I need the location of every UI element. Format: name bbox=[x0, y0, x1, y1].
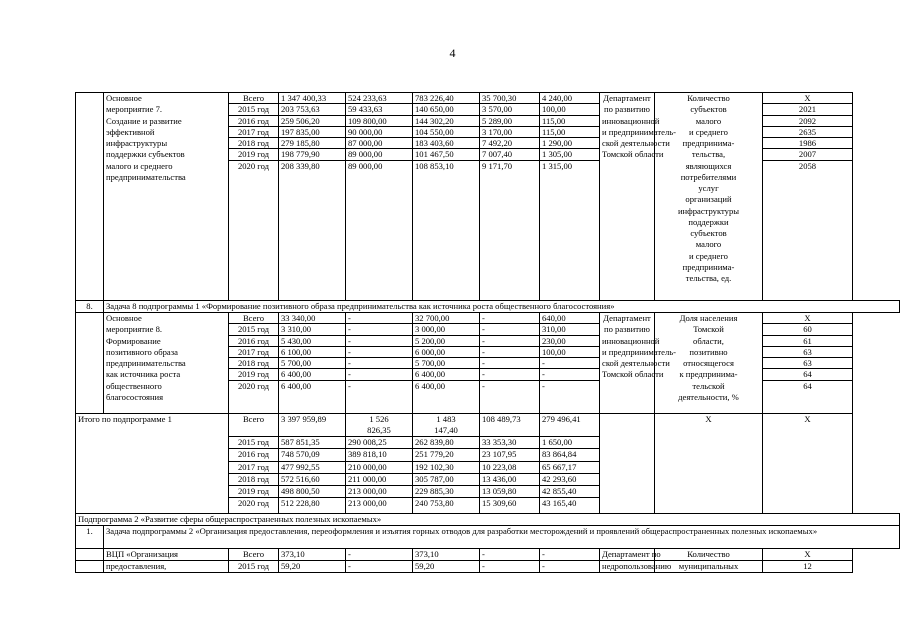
section7-cell: 35 700,30 bbox=[480, 93, 539, 104]
vcp-cell: 373,10 bbox=[279, 549, 346, 561]
section8-value: 61 bbox=[763, 336, 852, 347]
section8-cell: - bbox=[542, 380, 545, 391]
vcp-cell: - bbox=[540, 561, 600, 573]
vcp-cell: - bbox=[480, 549, 540, 561]
vcp-cell: 59,20 bbox=[413, 561, 480, 573]
total1-total-cell: 279 496,41 bbox=[540, 414, 599, 437]
section8-cell: 2018 год bbox=[229, 358, 278, 369]
section8-cell: - bbox=[346, 313, 412, 324]
section8-cell: - bbox=[480, 313, 539, 324]
section7-cell: 2017 год bbox=[229, 127, 278, 138]
total1-department bbox=[600, 414, 655, 514]
section7-department-line: ской деятельности bbox=[602, 138, 670, 148]
total1-total-cell: 3 397 959,89 bbox=[279, 414, 345, 437]
section7-cell: 4 240,00 bbox=[540, 93, 599, 104]
section8-cell: 6 400,00 bbox=[415, 380, 446, 391]
total1-cell: 42 855,40 bbox=[540, 486, 599, 498]
vcp-cell: Всего bbox=[229, 549, 279, 561]
section8-indicator bbox=[655, 313, 763, 414]
section8-cell: - bbox=[346, 369, 412, 380]
section7-cell: 2016 год bbox=[229, 116, 278, 127]
total1-cell: 512 228,80 bbox=[281, 498, 320, 509]
section7-cell: 5 289,00 bbox=[480, 116, 539, 127]
section7-cell: 109 800,00 bbox=[346, 116, 412, 127]
section8-indicator-line: Доля населения bbox=[679, 313, 738, 323]
section8-cell: 2020 год bbox=[237, 380, 270, 391]
vcp-num-cell bbox=[76, 549, 104, 561]
section7-cell: 2019 год bbox=[229, 149, 278, 160]
section7-cell: 259 506,20 bbox=[279, 116, 345, 127]
total1-cell: 33 353,30 bbox=[480, 437, 539, 449]
section7-indicator-line: тельства, ед. bbox=[685, 273, 732, 283]
vcp-cell: - bbox=[346, 561, 413, 573]
total1-total-cell: 1 526 826,35 bbox=[346, 414, 412, 437]
section8-col-4 bbox=[480, 313, 540, 414]
vcp-row bbox=[76, 561, 900, 573]
subprogram2-title: Подпрограмма 2 «Развитие сферы общераспространенных полезных ископаемых» bbox=[76, 514, 900, 526]
section7-indicator-line: потребителями bbox=[680, 171, 737, 182]
section7-col-0 bbox=[229, 93, 279, 301]
section8-indicator-line: позитивно bbox=[689, 346, 728, 357]
section7-cell: 197 835,00 bbox=[279, 127, 345, 138]
section7-department-line: по развитию bbox=[604, 104, 650, 115]
section7-department-line: Томской области bbox=[602, 149, 664, 160]
section7-value: 2058 bbox=[798, 160, 817, 171]
total1-cell: 305 787,00 bbox=[413, 474, 479, 486]
section7-title-line: мероприятие 7. bbox=[106, 104, 163, 115]
section8-value: 63 bbox=[763, 347, 852, 358]
total1-indicator: X bbox=[655, 414, 763, 514]
task8-row bbox=[76, 301, 900, 313]
section8-cell: 2016 год bbox=[229, 336, 278, 347]
section8-department-line: Департамент bbox=[603, 313, 651, 323]
task8-number: 8. bbox=[76, 301, 104, 313]
total1-cell: 262 839,80 bbox=[413, 437, 479, 449]
total1-cell: 587 851,35 bbox=[279, 437, 345, 449]
section8-department-line: и предприниматель- bbox=[602, 346, 677, 357]
section8-title-line: Формирование bbox=[106, 335, 161, 346]
section8-cell: - bbox=[346, 324, 412, 335]
section7-indicator-line: поддержки bbox=[688, 216, 729, 227]
section8-col-2 bbox=[346, 313, 413, 414]
total1-cell: 2019 год bbox=[229, 486, 278, 498]
section8-indicator-line: к предпринима- bbox=[679, 369, 738, 380]
section7-cell: 2018 год bbox=[229, 138, 278, 149]
section7-value: 2021 bbox=[763, 104, 852, 115]
total1-cell: 15 309,60 bbox=[482, 498, 517, 509]
total1-col-4 bbox=[480, 414, 540, 514]
total1-cell: 1 650,00 bbox=[540, 437, 599, 449]
vcp-department: Департамент по bbox=[600, 549, 655, 561]
section7-value: 2635 bbox=[763, 127, 852, 138]
section7-cell: 104 550,00 bbox=[413, 127, 479, 138]
total1-col-5 bbox=[540, 414, 600, 514]
vcp-title: ВЦП «Организация bbox=[104, 549, 229, 561]
vcp-cell: 59,20 bbox=[279, 561, 346, 573]
section8-value: 64 bbox=[763, 369, 852, 380]
section7-cell: 87 000,00 bbox=[346, 138, 412, 149]
section8-department-line: Томской области bbox=[602, 369, 664, 380]
section7-cell: 1 305,00 bbox=[540, 149, 599, 160]
section7-cell: 140 650,00 bbox=[413, 104, 479, 115]
task8-text: Задача 8 подпрограммы 1 «Формирование позитивного образа предпринимательства как источника роста общественного благосостояния» bbox=[104, 301, 900, 313]
section7-cell: 115,00 bbox=[540, 127, 599, 138]
section8-title-line: как источника роста bbox=[106, 369, 181, 380]
section8-indicator-line: тельской bbox=[692, 380, 725, 391]
vcp-title: предоставления, bbox=[104, 561, 229, 573]
total1-cell: 748 570,09 bbox=[279, 449, 345, 461]
section8-value: 64 bbox=[803, 380, 812, 391]
page-number: 4 bbox=[449, 46, 456, 60]
section7-indicator-line: и среднего bbox=[689, 126, 728, 137]
total1-cell: 2017 год bbox=[229, 462, 278, 474]
total1-col-1 bbox=[279, 414, 346, 514]
total1-cell: 477 992,55 bbox=[279, 462, 345, 474]
section8-title-line: благосостояния bbox=[106, 391, 164, 402]
vcp-indicator: муниципальных bbox=[655, 561, 763, 573]
section7-cell: 115,00 bbox=[540, 116, 599, 127]
section7-value: 2007 bbox=[763, 149, 852, 160]
vcp-value: 12 bbox=[763, 561, 853, 573]
section8-cell: 640,00 bbox=[540, 313, 599, 324]
total1-col-0 bbox=[229, 414, 279, 514]
total1-col-3 bbox=[413, 414, 480, 514]
section8-cell: 2015 год bbox=[229, 324, 278, 335]
subprogram2-task-row bbox=[76, 526, 900, 549]
vcp-cell: - bbox=[346, 549, 413, 561]
section7-indicator-line: предпринима- bbox=[682, 261, 735, 272]
total1-cell: 213 000,00 bbox=[348, 498, 387, 509]
section8-cell: - bbox=[346, 336, 412, 347]
section7-cell: 101 467,50 bbox=[413, 149, 479, 160]
section8-department-line: по развитию bbox=[604, 324, 650, 335]
section7-cell: 2020 год bbox=[237, 160, 270, 171]
section8-cell: 6 400,00 bbox=[279, 369, 345, 380]
section8-department-line: ской деятельности bbox=[602, 358, 670, 368]
section7-indicator-line: субъектов bbox=[690, 104, 727, 115]
section7-cell: 1 315,00 bbox=[542, 160, 573, 171]
vcp-row bbox=[76, 549, 900, 561]
vcp-indicator: Количество bbox=[655, 549, 763, 561]
section8-cell: - bbox=[480, 369, 539, 380]
section7-title-line: Основное bbox=[106, 93, 142, 103]
section8-cell: 6 100,00 bbox=[279, 347, 345, 358]
section7-cell: 59 433,63 bbox=[346, 104, 412, 115]
section7-indicator-line: услуг bbox=[698, 183, 719, 193]
section7-indicator-line: являющихся bbox=[685, 160, 732, 171]
section8-cell: - bbox=[480, 358, 539, 369]
total1-total-cell: 1 483 147,40 bbox=[413, 414, 479, 437]
vcp-department: недропользованию bbox=[600, 561, 655, 573]
section8-cell: - bbox=[346, 358, 412, 369]
section8-cell: - bbox=[480, 324, 539, 335]
section8-cell: 5 200,00 bbox=[413, 336, 479, 347]
total1-cell: 42 293,60 bbox=[540, 474, 599, 486]
total1-cell: 229 885,30 bbox=[413, 486, 479, 498]
total1-cell: 2020 год bbox=[237, 498, 270, 509]
section7-cell: 183 403,60 bbox=[413, 138, 479, 149]
total1-cell: 251 779,20 bbox=[413, 449, 479, 461]
section8-cell: 6 400,00 bbox=[281, 380, 312, 391]
section8-title-line: предпринимательства bbox=[106, 358, 186, 368]
section8-department-line: инновационной bbox=[602, 335, 660, 346]
section8-cell: 33 340,00 bbox=[279, 313, 345, 324]
section8-indicator-line: относящегося bbox=[683, 358, 734, 368]
section7-col-2 bbox=[346, 93, 413, 301]
section8-cell: - bbox=[482, 380, 485, 391]
section8-cell: - bbox=[480, 336, 539, 347]
section7-cell: 7 007,40 bbox=[480, 149, 539, 160]
section7-cell: 7 492,20 bbox=[480, 138, 539, 149]
section8-values bbox=[763, 313, 853, 414]
total1-cell: 83 864,84 bbox=[540, 449, 599, 461]
section8-title-line: Основное bbox=[106, 313, 142, 323]
total1-cell: 23 107,95 bbox=[480, 449, 539, 461]
section8-title-line: мероприятие 8. bbox=[106, 324, 163, 335]
vcp-num-cell bbox=[76, 561, 104, 573]
section8-cell: 5 700,00 bbox=[413, 358, 479, 369]
section8-cell: 230,00 bbox=[540, 336, 599, 347]
vcp-cell: 373,10 bbox=[413, 549, 480, 561]
total1-cell: 192 102,30 bbox=[413, 462, 479, 474]
section7-cell: Всего bbox=[229, 93, 278, 104]
section8-cell: 2017 год bbox=[229, 347, 278, 358]
section8-cell: 3 000,00 bbox=[413, 324, 479, 335]
section8-row bbox=[76, 313, 900, 414]
section7-cell: 3 170,00 bbox=[480, 127, 539, 138]
section8-title-line: общественного bbox=[106, 380, 162, 391]
section7-indicator-line: организаций bbox=[685, 194, 732, 205]
section7-cell: 89 000,00 bbox=[348, 160, 383, 171]
section7-value: 2092 bbox=[763, 116, 852, 127]
section7-title-line: эффективной bbox=[106, 126, 155, 137]
section8-cell: 310,00 bbox=[540, 324, 599, 335]
section7-cell: 3 570,00 bbox=[480, 104, 539, 115]
section7-values bbox=[763, 93, 853, 301]
total1-value: X bbox=[763, 414, 853, 514]
section8-cell: 100,00 bbox=[540, 347, 599, 358]
section8-col-1 bbox=[279, 313, 346, 414]
section8-col-5 bbox=[540, 313, 600, 414]
section8-title bbox=[104, 313, 229, 414]
section7-cell: 203 753,63 bbox=[279, 104, 345, 115]
section8-cell: - bbox=[346, 347, 412, 358]
section8-cell: 3 310,00 bbox=[279, 324, 345, 335]
section7-title bbox=[104, 93, 229, 301]
section7-title-line: малого и среднего bbox=[106, 160, 173, 171]
section7-col-5 bbox=[540, 93, 600, 301]
section8-title-line: позитивного образа bbox=[106, 346, 178, 357]
section7-cell: 1 347 400,33 bbox=[279, 93, 345, 104]
section7-department-line: Департамент bbox=[603, 93, 651, 103]
section7-cell: 524 233,63 bbox=[346, 93, 412, 104]
subprogram2-task-number: 1. bbox=[76, 526, 104, 549]
total1-col-2 bbox=[346, 414, 413, 514]
section8-cell: 6 000,00 bbox=[413, 347, 479, 358]
total1-cell: 10 223,08 bbox=[480, 462, 539, 474]
section8-cell: 5 430,00 bbox=[279, 336, 345, 347]
vcp-cell: - bbox=[480, 561, 540, 573]
section8-value: X bbox=[763, 313, 852, 324]
section8-cell: 5 700,00 bbox=[279, 358, 345, 369]
section7-indicator-line: малого bbox=[695, 115, 722, 126]
section7-indicator-line: тельства, bbox=[691, 149, 726, 160]
section8-value: 63 bbox=[763, 358, 852, 369]
section7-indicator-line: предпринима- bbox=[682, 138, 735, 148]
section7-cell: 208 339,80 bbox=[281, 160, 320, 171]
section7-value: 1986 bbox=[763, 138, 852, 149]
total1-total-cell: 108 489,73 bbox=[480, 414, 539, 437]
total1-cell: 2018 год bbox=[229, 474, 278, 486]
section7-cell: 279 185,80 bbox=[279, 138, 345, 149]
section7-cell: 144 302,20 bbox=[413, 116, 479, 127]
section7-indicator-line: инфраструктуры bbox=[677, 205, 740, 216]
section8-cell: - bbox=[540, 358, 599, 369]
total1-cell: 211 000,00 bbox=[346, 474, 412, 486]
total1-label: Итого по подпрограмме 1 bbox=[76, 414, 229, 514]
section7-department-line: инновационной bbox=[602, 115, 660, 126]
section7-cell: 9 171,70 bbox=[482, 160, 513, 171]
section8-cell: - bbox=[348, 380, 351, 391]
section7-indicator bbox=[655, 93, 763, 301]
section7-cell: 783 226,40 bbox=[413, 93, 479, 104]
total1-cell: 65 667,17 bbox=[540, 462, 599, 474]
section7-cell: 90 000,00 bbox=[346, 127, 412, 138]
section7-cell: 2015 год bbox=[229, 104, 278, 115]
section7-num-cell bbox=[76, 93, 104, 301]
section7-row bbox=[76, 93, 900, 301]
section7-indicator-line: Количество bbox=[687, 93, 730, 103]
section8-cell: 6 400,00 bbox=[413, 369, 479, 380]
section7-cell: 89 000,00 bbox=[346, 149, 412, 160]
total1-cell: 43 165,40 bbox=[542, 498, 577, 509]
total1-cell: 290 008,25 bbox=[346, 437, 412, 449]
section7-cell: 1 290,00 bbox=[540, 138, 599, 149]
section7-value: X bbox=[763, 93, 852, 104]
section7-indicator-line: субъектов bbox=[690, 228, 727, 238]
total1-cell: 572 516,60 bbox=[279, 474, 345, 486]
section7-title-line: инфраструктуры bbox=[106, 138, 168, 148]
total1-total-cell: Всего bbox=[229, 414, 278, 437]
section7-indicator-line: и среднего bbox=[689, 250, 728, 261]
section7-title-line: предпринимательства bbox=[106, 171, 186, 182]
vcp-value: X bbox=[763, 549, 853, 561]
section7-indicator-line: малого bbox=[695, 239, 722, 250]
section8-cell: Всего bbox=[229, 313, 278, 324]
section7-cell: 198 779,90 bbox=[279, 149, 345, 160]
section7-col-3 bbox=[413, 93, 480, 301]
section8-indicator-line: деятельности, % bbox=[678, 391, 739, 402]
section7-title-line: поддержки субъектов bbox=[106, 149, 185, 160]
section8-value: 60 bbox=[763, 324, 852, 335]
vcp-cell: - bbox=[540, 549, 600, 561]
total1-cell: 240 753,80 bbox=[415, 498, 454, 509]
total1-cell: 13 436,00 bbox=[480, 474, 539, 486]
section8-cell: - bbox=[540, 369, 599, 380]
total1-cell: 2015 год bbox=[229, 437, 278, 449]
total1-cell: 2016 год bbox=[229, 449, 278, 461]
section7-cell: 108 853,10 bbox=[415, 160, 454, 171]
section7-cell: 100,00 bbox=[540, 104, 599, 115]
section8-indicator-line: области, bbox=[693, 335, 724, 346]
section7-col-4 bbox=[480, 93, 540, 301]
section8-cell: 2019 год bbox=[229, 369, 278, 380]
section8-cell: 32 700,00 bbox=[413, 313, 479, 324]
total1-cell: 213 000,00 bbox=[346, 486, 412, 498]
subprogram2-row bbox=[76, 514, 900, 526]
section7-title-line: Создание и развитие bbox=[106, 115, 182, 126]
section8-col-0 bbox=[229, 313, 279, 414]
section8-department bbox=[600, 313, 677, 414]
section8-cell: - bbox=[480, 347, 539, 358]
section7-department-line: и предприниматель- bbox=[602, 126, 677, 137]
section8-indicator-line: Томской bbox=[693, 324, 724, 335]
subprogram2-task-text: Задача подпрограммы 2 «Организация предоставления, переоформления и изъятия горных отводов для разработки месторождений и проявлений общераспространенных полезных ископаемых» bbox=[104, 526, 900, 549]
program-table bbox=[75, 92, 900, 573]
section8-col-3 bbox=[413, 313, 480, 414]
section7-department bbox=[600, 93, 677, 301]
total1-cell: 13 059,80 bbox=[480, 486, 539, 498]
total1-cell: 210 000,00 bbox=[346, 462, 412, 474]
section8-num-cell bbox=[76, 313, 104, 414]
section7-col-1 bbox=[279, 93, 346, 301]
total1-cell: 498 800,50 bbox=[279, 486, 345, 498]
total1-row bbox=[76, 414, 900, 514]
vcp-cell: 2015 год bbox=[229, 561, 279, 573]
total1-cell: 389 818,10 bbox=[346, 449, 412, 461]
